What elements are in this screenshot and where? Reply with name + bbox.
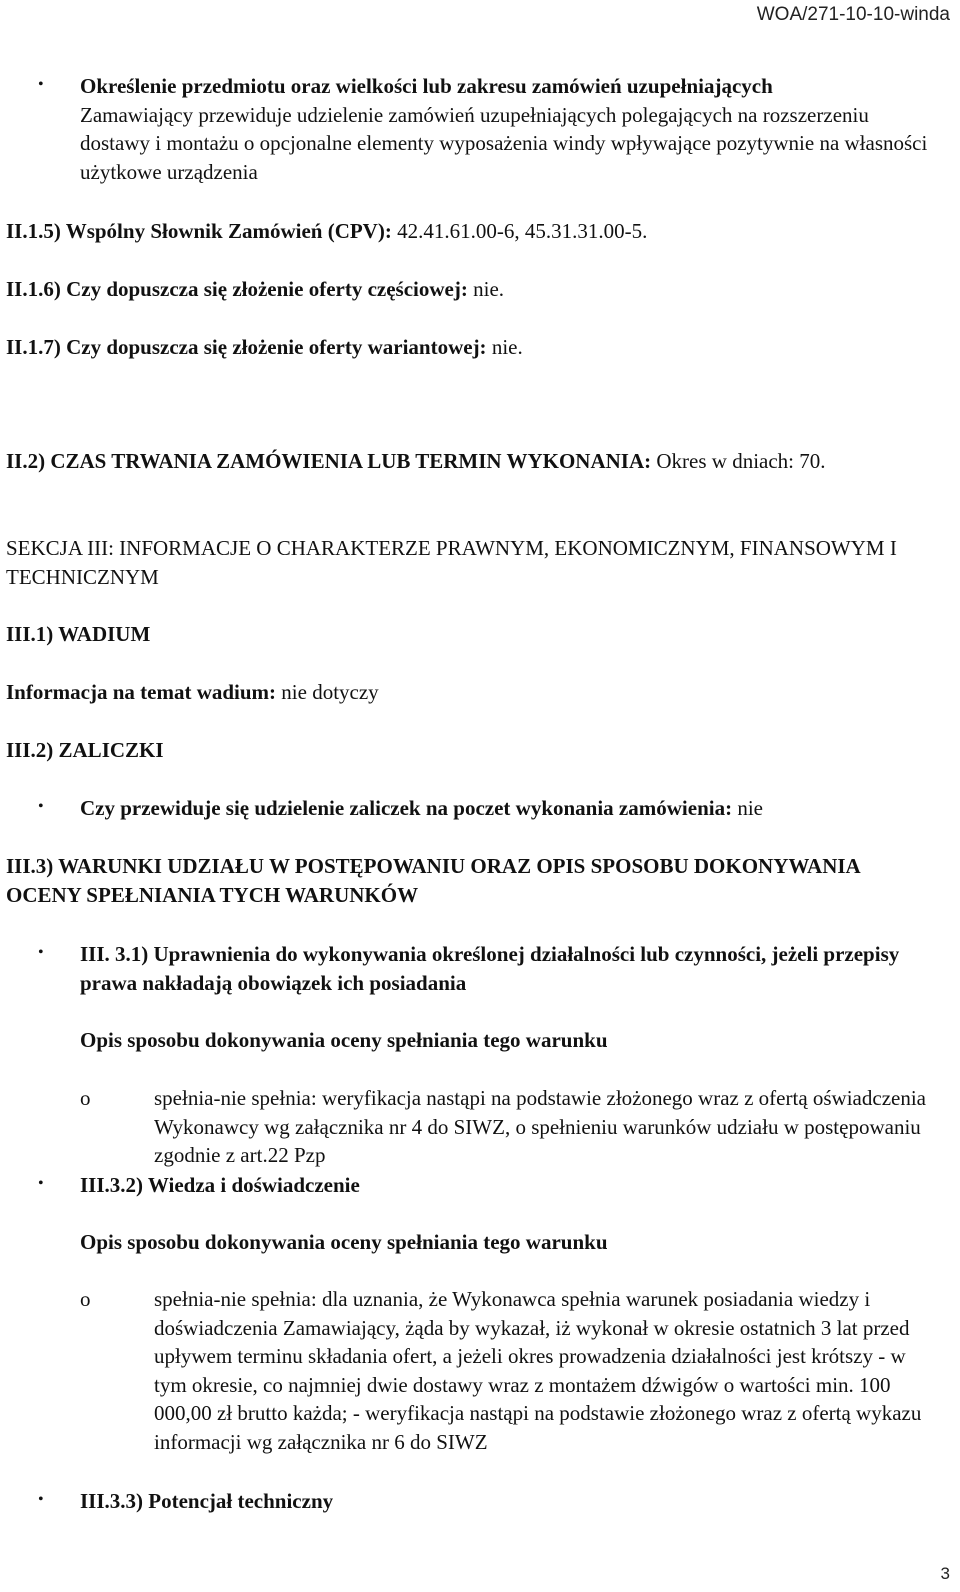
zaliczki-line bbox=[80, 794, 940, 823]
page-number: 3 bbox=[940, 1564, 950, 1583]
cpv-line bbox=[6, 217, 936, 246]
partial-offer-line bbox=[6, 275, 936, 304]
zaliczki-label: Czy przewiduje się udzielenie zaliczek na poczet wykonania zamówienia: bbox=[80, 796, 733, 820]
zaliczki-value: nie bbox=[732, 796, 763, 820]
section-3-heading: SEKCJA III: INFORMACJE O CHARAKTERZE PRAWNYM, EKONOMICZNYM, FINANSOWYM I TECHNICZNYM bbox=[6, 536, 897, 589]
order-scope-title: Określenie przedmiotu oraz wielkości lub zakresu zamówień uzupełniających bbox=[80, 74, 773, 98]
wadium-label: Informacja na temat wadium: bbox=[6, 680, 277, 704]
condition-3-1-text: spełnia-nie spełnia: weryfikacja nastąpi na podstawie złożonego wraz z ofertą oświadczenia Wykonawcy wg załącznika nr 4 do SIWZ, o spełnieniu warunków udziału w postępowaniu zgodnie z art.22 Pzp bbox=[154, 1086, 926, 1167]
bullet-marker: • bbox=[38, 1491, 44, 1508]
condition-3-3-title: III.3.3) Potencjał techniczny bbox=[80, 1489, 334, 1513]
bullet-marker: • bbox=[38, 1175, 44, 1192]
cpv-label: II.1.5) Wspólny Słownik Zamówień (CPV): bbox=[6, 219, 392, 243]
condition-3-1-title: III. 3.1) Uprawnienia do wykonywania określonej działalności lub czynności, jeżeli przepisy prawa nakładają obowiązek ich posiadania bbox=[80, 942, 900, 995]
duration-label: II.2) CZAS TRWANIA ZAMÓWIENIA LUB TERMIN WYKONANIA: bbox=[6, 449, 652, 473]
bullet-marker: • bbox=[38, 944, 44, 961]
assessment-heading: Opis sposobu dokonywania oceny spełniania tego warunku bbox=[80, 1028, 608, 1052]
bullet-marker: • bbox=[38, 76, 44, 93]
bullet-marker: • bbox=[38, 798, 44, 815]
partial-offer-label: II.1.6) Czy dopuszcza się złożenie oferty częściowej: bbox=[6, 277, 468, 301]
document-id-header: WOA/271-10-10-winda bbox=[756, 4, 950, 25]
sub-bullet-marker: o bbox=[80, 1287, 91, 1311]
condition-3-2-title: III.3.2) Wiedza i doświadczenie bbox=[80, 1173, 360, 1197]
wadium-value: nie dotyczy bbox=[276, 680, 379, 704]
variant-offer-value: nie. bbox=[486, 335, 523, 359]
condition-3-2-text: spełnia-nie spełnia: dla uznania, że Wykonawca spełnia warunek posiadania wiedzy i doświadczenia Zamawiający, żąda by wykazał, iż wykonał w okresie ostatnich 3 lat przed upływem terminu składania ofert, a jeżeli okres prowadzenia działalności jest krótszy - w tym okresie, co najmniej dwie dostawy wraz z montażem dźwigów o wartości min. 100 000,00 zł brutto każda; - weryfikacja nastąpi na podstawie złożonego wraz z ofertą wykazu informacji wg załącznika nr 6 do SIWZ bbox=[154, 1287, 922, 1454]
cpv-value: 42.41.61.00-6, 45.31.31.00-5. bbox=[391, 219, 648, 243]
sub-bullet-marker: o bbox=[80, 1086, 91, 1110]
conditions-heading: III.3) WARUNKI UDZIAŁU W POSTĘPOWANIU ORAZ OPIS SPOSOBU DOKONYWANIA OCENY SPEŁNIANIA TYCH WARUNKÓW bbox=[6, 854, 860, 907]
wadium-line bbox=[6, 678, 936, 707]
order-scope-body: Zamawiający przewiduje udzielenie zamówień uzupełniających polegających na rozszerzeniu dostawy i montażu o opcjonalne elementy wyposażenia windy wpływające pozytywnie na własności użytkowe urządzenia bbox=[80, 102, 928, 184]
partial-offer-value: nie. bbox=[467, 277, 505, 301]
order-scope-block bbox=[80, 72, 940, 186]
variant-offer-line bbox=[6, 333, 936, 362]
wadium-heading: III.1) WADIUM bbox=[6, 622, 151, 646]
assessment-heading: Opis sposobu dokonywania oceny spełniania tego warunku bbox=[80, 1230, 608, 1254]
zaliczki-heading: III.2) ZALICZKI bbox=[6, 738, 164, 762]
duration-value: Okres w dniach: 70. bbox=[651, 449, 826, 473]
duration-line bbox=[6, 447, 936, 476]
variant-offer-label: II.1.7) Czy dopuszcza się złożenie oferty wariantowej: bbox=[6, 335, 487, 359]
